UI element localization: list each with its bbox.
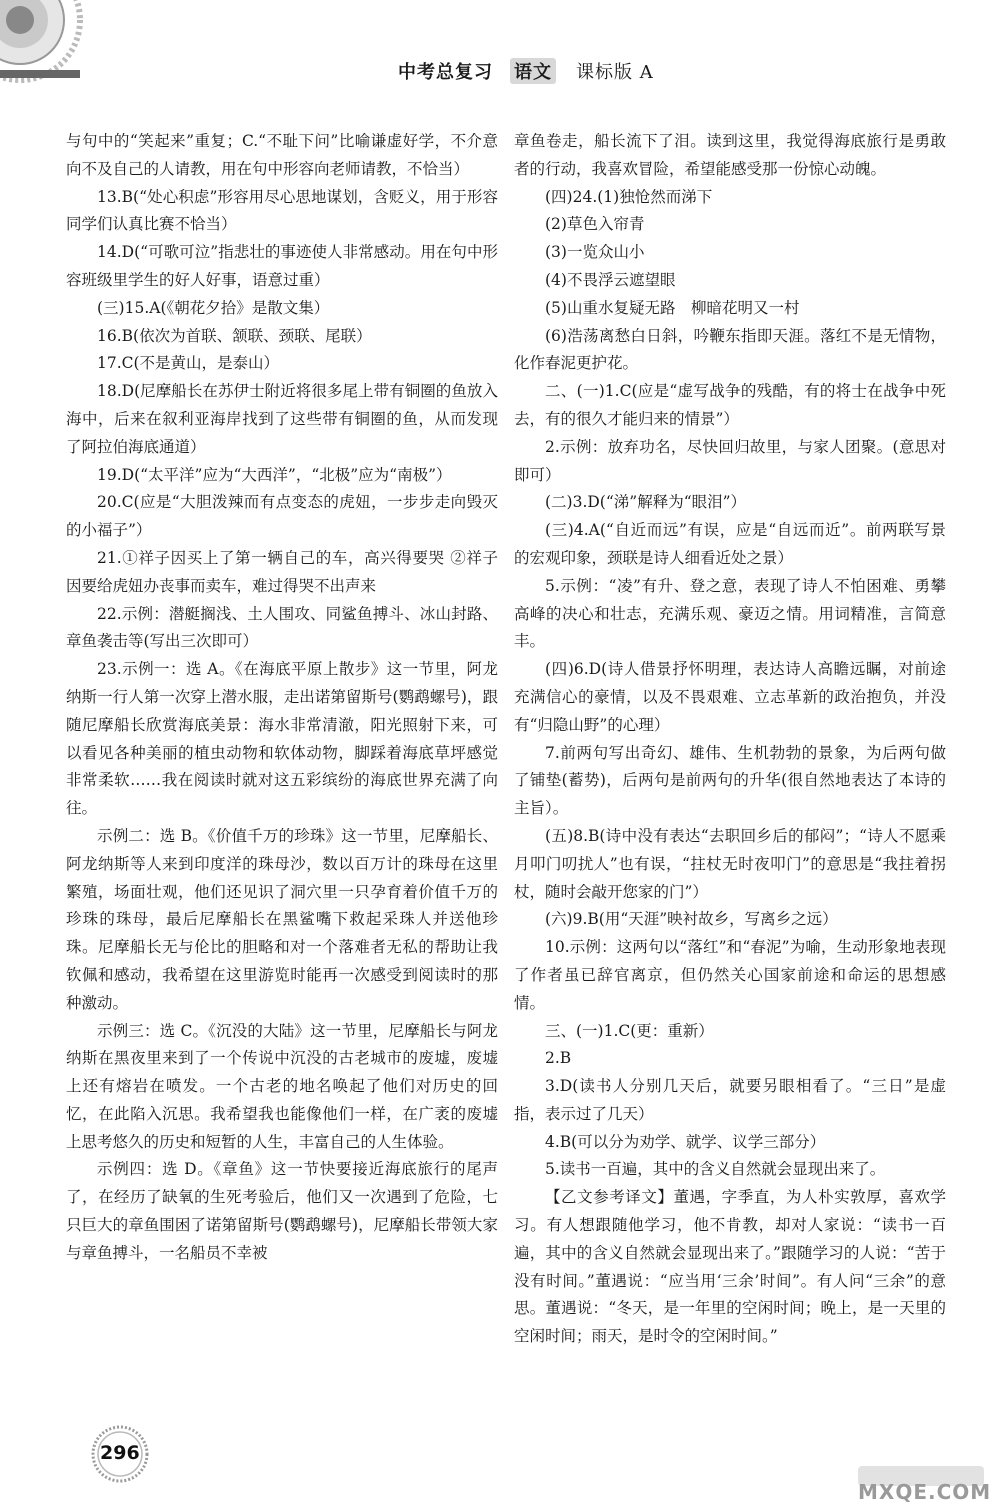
left-column [66,128,498,1268]
paragraph: (5)山重水复疑无路 柳暗花明又一村 [545,298,800,317]
paragraph: (6)浩荡离愁白日斜，吟鞭东指即天涯。落红不是无情物，化作春泥更护花。 [514,326,946,373]
header-subject: 语文 [510,58,556,84]
paragraph: 21.①祥子因买上了第一辆自己的车，高兴得要哭 ②祥子因要给虎妞办丧事而卖车，难过得哭不出声来 [66,548,498,595]
watermark-text: MXQE.COM [858,1480,992,1504]
header-book-title: 中考总复习 [398,62,493,83]
paragraph: 3.D(读书人分别几天后，就要另眼相看了。“三日”是虚指，表示过了几天） [514,1077,946,1123]
paragraph: (二)3.D(“涕”解释为“眼泪”） [545,493,747,512]
right-column [514,128,946,1351]
paragraph: 与句中的“笑起来”重复；C.“不耻下问”比喻谦虚好学，不介意向不及自己的人请教，用在句中形容向老师请教，不恰当） [66,132,498,178]
paragraph: (2)草色入帘青 [545,215,645,234]
paragraph: 17.C(不是黄山，是泰山） [97,354,280,373]
header-edition: 课标版 A [576,62,654,83]
paragraph: 三、(一)1.C(更：重新） [545,1021,714,1040]
paragraph: (四)6.D(诗人借景抒怀明理，表达诗人高瞻远瞩，对前途充满信心的豪情，以及不畏艰难、立志革新的政治抱负，并没有“归隐山野”的心理） [514,660,946,734]
paragraph: 二、(一)1.C(应是“虚写战争的残酷，有的将士在战争中死去，有的很久才能归来的情景”） [514,382,946,428]
paragraph: (3)一览众山小 [545,243,645,262]
paragraph: 示例二：选 B。《价值千万的珍珠》这一节里，尼摩船长、阿龙纳斯等人来到印度洋的珠母沙，数以百万计的珠母在这里繁殖，场面壮观，他们还见识了洞穴里一只孕育着价值千万的珍珠的珠母，最后尼摩船长在黑鲨嘴下救起采珠人并送他珍珠。尼摩船长无与伦比的胆略和对一个落难者无私的帮助让我钦佩和感动，我希望在这里游览时能再一次感受到阅读时的那种激动。 [66,826,498,1012]
paragraph: (三)15.A(《朝花夕拾》是散文集） [97,298,330,317]
paragraph: (四)24.(1)独怆然而涕下 [545,187,713,206]
paragraph: 18.D(尼摩船长在苏伊士附近将很多尾上带有铜圈的鱼放入海中，后来在叙利亚海岸找到了这些带有铜圈的鱼，从而发现了阿拉伯海底通道） [66,382,498,456]
paragraph: 23.示例一：选 A。《在海底平原上散步》这一节里，阿龙纳斯一行人第一次穿上潜水服，走出诺第留斯号(鹦鹉螺号)，跟随尼摩船长欣赏海底美景：海水非常清澈，阳光照射下来，可以看见各种美丽的植虫动物和软体动物，脚踩着海底草坪感觉非常柔软……我在阅读时就对这五彩缤纷的海底世界充满了向往。 [66,660,498,818]
paragraph: 19.D(“太平洋”应为“大西洋”，“北极”应为“南极”） [97,465,452,484]
paragraph: 2.示例：放弃功名，尽快回归故里，与家人团聚。(意思对即可） [514,437,946,484]
page-number: 296 [100,1442,140,1464]
paragraph: (三)4.A(“自近而远”有误，应是“自远而近”。前两联写景的宏观印象，颈联是诗人细看近处之景） [514,521,946,567]
paragraph: 16.B(依次为首联、颔联、颈联、尾联） [97,326,372,345]
page-header [0,58,1000,88]
paragraph: (六)9.B(用“天涯”映衬故乡，写离乡之远） [545,910,838,929]
paragraph: 4.B(可以分为劝学、就学、议学三部分） [545,1132,826,1151]
paragraph: (五)8.B(诗中没有表达“去职回乡后的郁闷”；“诗人不愿乘月叩门叨扰人”也有误，“拄杖无时夜叩门”的意思是“我拄着拐杖，随时会敲开您家的门”） [514,826,946,901]
paragraph: 2.B [545,1049,572,1068]
paragraph: 14.D(“可歌可泣”指悲壮的事迹使人非常感动。用在句中形容班级里学生的好人好事，语意过重） [66,243,498,289]
paragraph: 示例四：选 D。《章鱼》这一节快要接近海底旅行的尾声了，在经历了缺氧的生死考验后，他们又一次遇到了危险，七只巨大的章鱼围困了诺第留斯号(鹦鹉螺号)，尼摩船长带领大家与章鱼搏斗，一名船员不幸被 [66,1160,498,1262]
paragraph: 【乙文参考译文】董遇，字季直，为人朴实敦厚，喜欢学习。有人想跟随他学习，他不肯教，却对人家说：“读书一百遍，其中的含义自然就会显现出来了。”跟随学习的人说：“苦于没有时间。”董遇说：“应当用‘三余’时间”。有人问“三余”的意思。董遇说：“冬天，是一年里的空闲时间；晚上，是一天里的空闲时间；雨天，是时令的空闲时间。” [514,1188,946,1346]
paragraph: 示例三：选 C。《沉没的大陆》这一节里，尼摩船长与阿龙纳斯在黑夜里来到了一个传说中沉没的古老城市的废墟，废墟上还有熔岩在喷发。一个古老的地名唤起了他们对历史的回忆，在此陷入沉思。我希望我也能像他们一样，在广袤的废墟上思考悠久的历史和短暂的人生，丰富自己的人生体验。 [66,1021,498,1151]
paragraph: 10.示例：这两句以“落红”和“春泥”为喻，生动形象地表现了作者虽已辞官离京，但仍然关心国家前途和命运的思想感情。 [514,938,946,1012]
paragraph: 章鱼卷走，船长流下了泪。读到这里，我觉得海底旅行是勇敢者的行动，我喜欢冒险，希望能感受那一份惊心动魄。 [514,132,946,178]
paragraph: 5.读书一百遍，其中的含义自然就会显现出来了。 [545,1160,886,1179]
paragraph: 7.前两句写出奇幻、雄伟、生机勃勃的景象，为后两句做了铺垫(蓄势)，后两句是前两句的升华(很自然地表达了本诗的主旨）。 [514,743,946,818]
paragraph: 13.B(“处心积虑”形容用尽心思地谋划，含贬义，用于形容同学们认真比赛不恰当） [66,187,498,234]
paragraph: 22.示例：潜艇搁浅、土人围攻、同鲨鱼搏斗、冰山封路、章鱼袭击等(写出三次即可） [66,604,498,651]
paragraph: 20.C(应是“大胆泼辣而有点变态的虎妞，一步步走向毁灭的小福子”） [66,493,498,540]
paragraph: 5.示例：“凌”有升、登之意，表现了诗人不怕困难、勇攀高峰的决心和壮志，充满乐观、豪迈之情。用词精准，言简意丰。 [514,576,946,651]
paragraph: (4)不畏浮云遮望眼 [545,270,676,289]
